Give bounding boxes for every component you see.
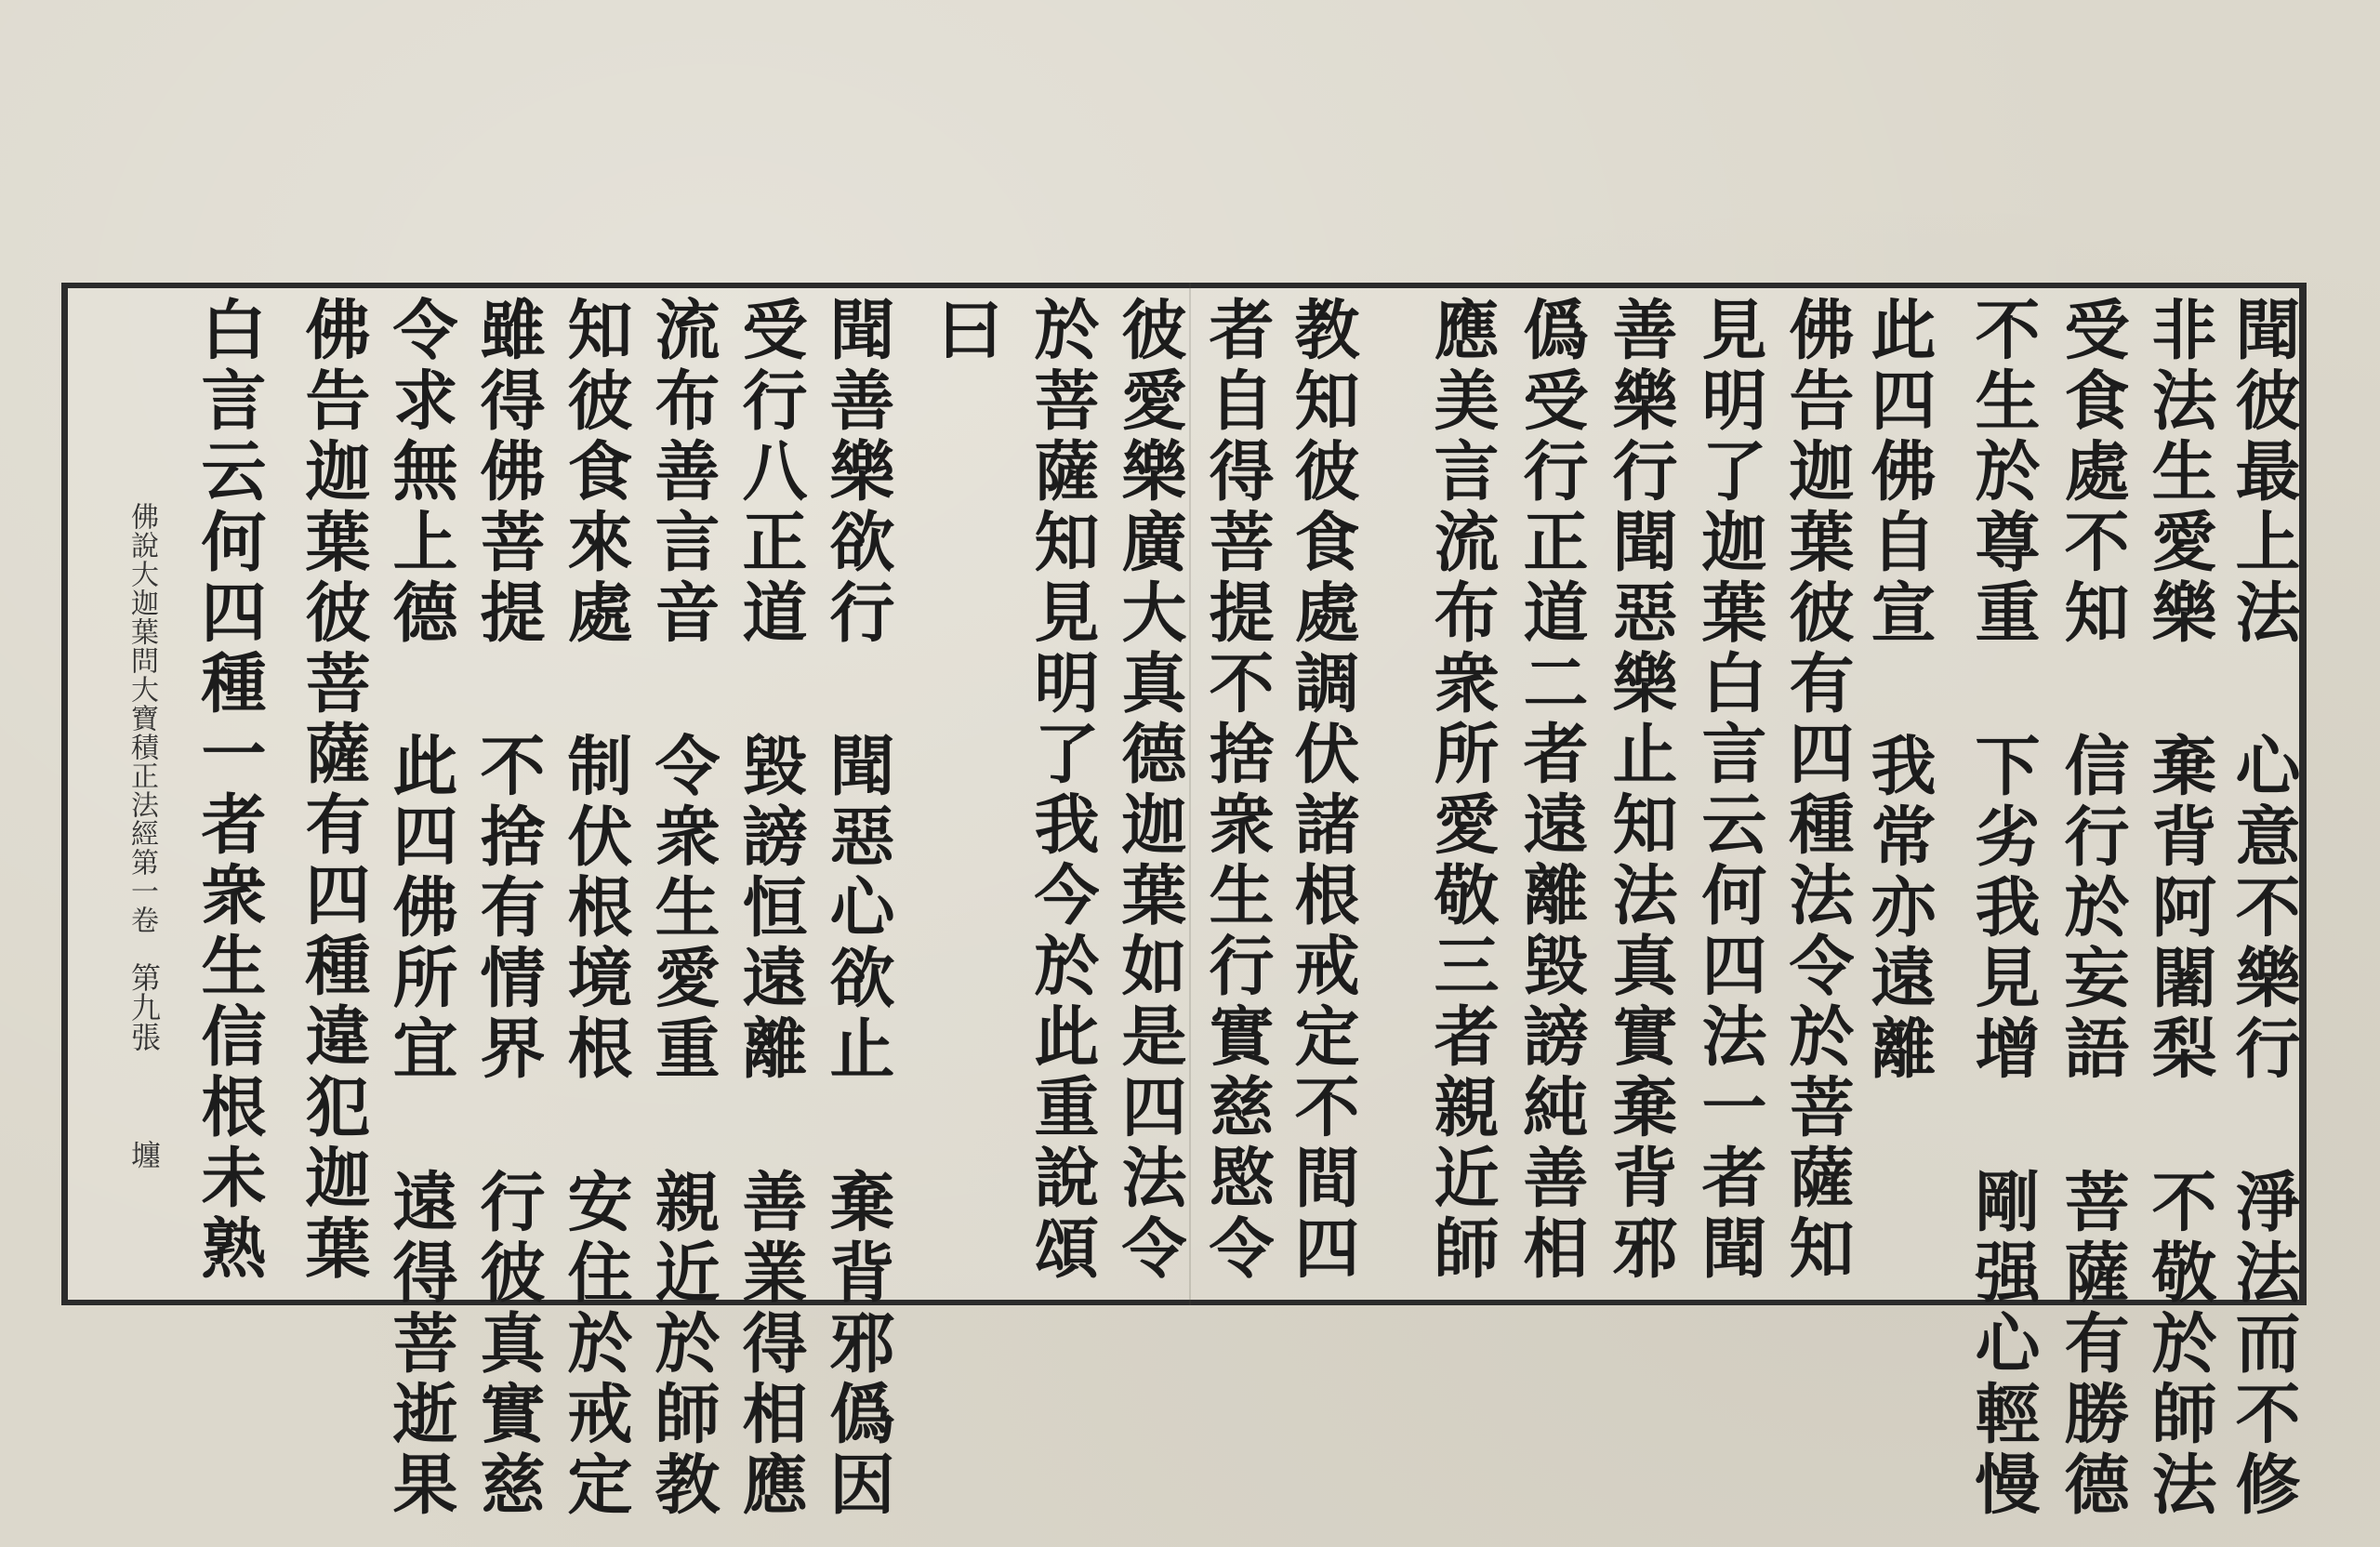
text-column: 非法生愛樂 棄背阿闍梨 不敬於師法 bbox=[2141, 296, 2218, 1521]
center-fold bbox=[1189, 283, 1191, 1305]
text-column: 流布善言音 令衆生愛重 親近於師教 bbox=[644, 296, 721, 1521]
block-mark: 㙻 bbox=[126, 1140, 162, 1170]
text-column: 受食處不知 信行於妄語 菩薩有勝德 bbox=[2054, 296, 2131, 1521]
text-column: 令求無上德 此四佛所宜 遠得菩逝果 bbox=[382, 296, 459, 1521]
text-column: 不生於尊重 下劣我見增 剛强心輕慢 bbox=[1964, 296, 2042, 1521]
text-column: 教知彼食處調伏諸根戒定不間四 bbox=[1284, 296, 1361, 1285]
text-column: 見明了迦葉白言云何四法一者聞 bbox=[1691, 296, 1768, 1285]
page-number: 第九張 bbox=[126, 962, 162, 1051]
text-column: 佛告迦葉彼有四種法令於菩薩知 bbox=[1778, 296, 1856, 1285]
text-column: 雖得佛菩提 不捨有情界 行彼真實慈 bbox=[469, 296, 547, 1521]
text-column: 白言云何四種一者衆生信根未熟 bbox=[191, 296, 268, 1285]
text-column: 彼愛樂廣大真德迦葉如是四法令 bbox=[1111, 296, 1188, 1285]
text-column: 於菩薩知見明了我今於此重說頌 bbox=[1024, 296, 1101, 1285]
text-column: 受行八正道 毀謗恒遠離 善業得相應 bbox=[732, 296, 809, 1521]
text-column: 聞彼最上法 心意不樂行 淨法而不修 bbox=[2225, 296, 2302, 1521]
text-column: 聞善樂欲行 聞惡心欲止 棄背邪僞因 bbox=[819, 296, 896, 1521]
margin-sutra-title: 佛說大迦葉問大寶積正法經第一卷 bbox=[126, 502, 158, 934]
text-column: 佛告迦葉彼菩薩有四種違犯迦葉 bbox=[295, 296, 372, 1285]
text-column: 善樂行聞惡樂止知法真實棄背邪 bbox=[1602, 296, 1679, 1285]
text-column: 曰 bbox=[927, 296, 1004, 366]
text-column: 知彼食來處 制伏根境根 安住於戒定 bbox=[557, 296, 634, 1521]
text-column: 此四佛自宣 我常亦遠離 bbox=[1860, 296, 1937, 1085]
text-column: 僞受行正道二者遠離毀謗純善相 bbox=[1513, 296, 1590, 1285]
text-column: 者自得菩提不捨衆生行實慈愍令 bbox=[1198, 296, 1276, 1285]
text-column: 應美言流布衆所愛敬三者親近師 bbox=[1423, 296, 1501, 1285]
